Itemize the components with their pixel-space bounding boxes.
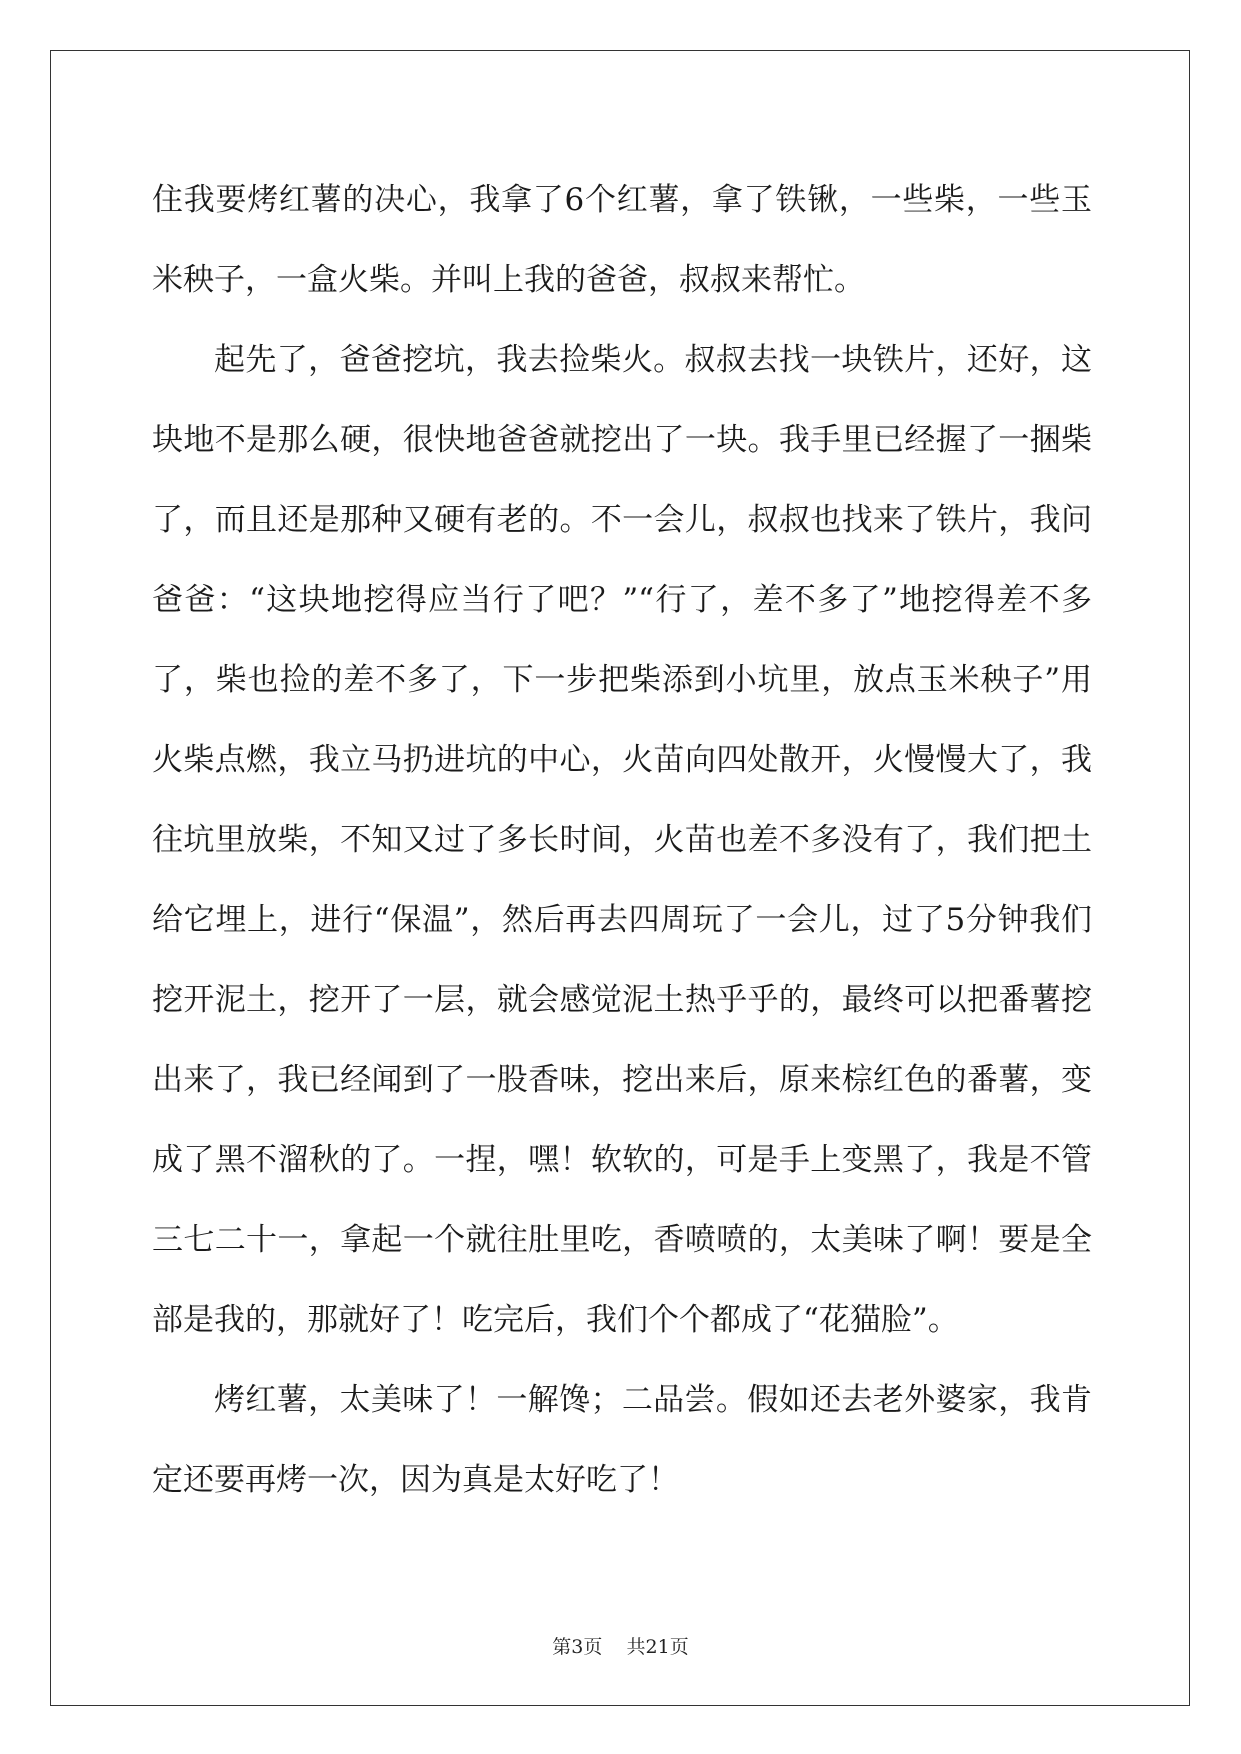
page-total: 共21页: [626, 1636, 689, 1658]
page-number: 第3页: [552, 1636, 603, 1658]
document-body: [152, 160, 1092, 1520]
page-footer: [0, 1632, 1241, 1659]
paragraph-1: 住我要烤红薯的决心，我拿了6个红薯，拿了铁锹，一些柴，一些玉米秧子，一盒火柴。并叫上我的爸爸，叔叔来帮忙。: [152, 182, 1092, 298]
paragraph-3: 烤红薯，太美味了！一解馋；二品尝。假如还去老外婆家，我肯定还要再烤一次，因为真是太好吃了！: [152, 1382, 1092, 1498]
paragraph-2: 起先了，爸爸挖坑，我去捡柴火。叔叔去找一块铁片，还好，这块地不是那么硬，很快地爸爸就挖出了一块。我手里已经握了一捆柴了，而且还是那种又硬有老的。不一会儿，叔叔也找来了铁片，我问爸爸：“这块地挖得应当行了吧？”“行了，差不多了”地挖得差不多了，柴也捡的差不多了，下一步把柴添到小坑里，放点玉米秧子”用火柴点燃，我立马扔进坑的中心，火苗向四处散开，火慢慢大了，我往坑里放柴，不知又过了多长时间，火苗也差不多没有了，我们把土给它埋上，进行“保温”，然后再去四周玩了一会儿，过了5分钟我们挖开泥土，挖开了一层，就会感觉泥土热乎乎的，最终可以把番薯挖出来了，我已经闻到了一股香味，挖出来后，原来棕红色的番薯，变成了黑不溜秋的了。一捏，嘿！软软的，可是手上变黑了，我是不管三七二十一，拿起一个就往肚里吃，香喷喷的，太美味了啊！要是全部是我的，那就好了！吃完后，我们个个都成了“花猫脸”。: [152, 342, 1092, 1338]
